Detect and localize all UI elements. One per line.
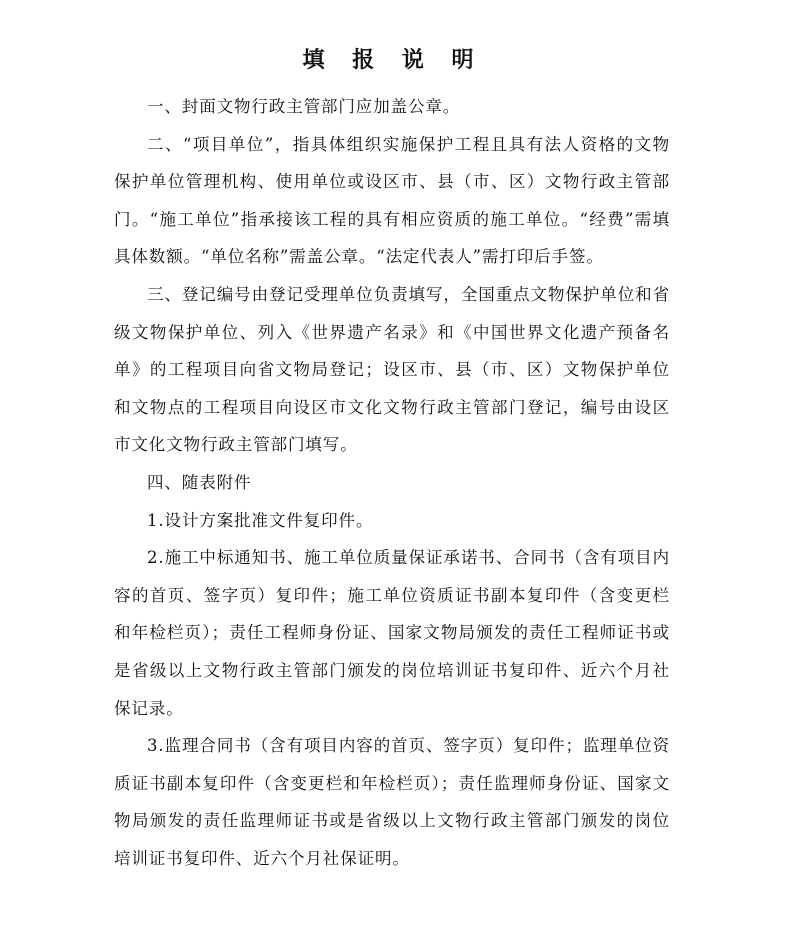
instruction-item-registration: 三、登记编号由登记受理单位负责填写，全国重点文物保护单位和省级文物保护单位、列入《世界遗产名录》和《中国世界文化遗产预备名单》的工程项目向省文物局登记；设区市、县（市、区）文物保护单位和文物点的工程项目向设区市文化文物行政主管部门登记，编号由设区市文化文物行政主管部门填写。 [114, 284, 670, 455]
instructions-body [114, 88, 670, 877]
instruction-item-seal: 一、封面文物行政主管部门应加盖公章。 [147, 97, 461, 116]
instruction-item-definitions: 二、“项目单位”，指具体组织实施保护工程且具有法人资格的文物保护单位管理机构、使用单位或设区市、县（市、区）文物行政主管部门。“施工单位”指承接该工程的具有相应资质的施工单位。“经费”需填具体数额。“单位名称”需盖公章。“法定代表人”需打印后手签。 [114, 134, 670, 267]
attachment-item-supervision: 3.监理合同书（含有项目内容的首页、签字页）复印件；监理单位资质证书副本复印件（含变更栏和年检栏页）；责任监理师身份证、国家文物局颁发的责任监理师证书或是省级以上文物行政主管部门颁发的岗位培训证书复印件、近六个月社保证明。 [114, 736, 670, 868]
attachment-item-design-approval: 1.设计方案批准文件复印件。 [147, 510, 374, 530]
page-title: 填 报 说 明 [302, 47, 484, 73]
instruction-item-attachments-heading: 四、随表附件 [147, 472, 252, 492]
attachment-item-construction: 2.施工中标通知书、施工单位质量保证承诺书、合同书（含有项目内容的首页、签字页）复印件；施工单位资质证书副本复印件（含变更栏和年检栏页）；责任工程师身份证、国家文物局颁发的责任工程师证书或是省级以上文物行政主管部门颁发的岗位培训证书复印件、近六个月社保记录。 [114, 548, 670, 718]
